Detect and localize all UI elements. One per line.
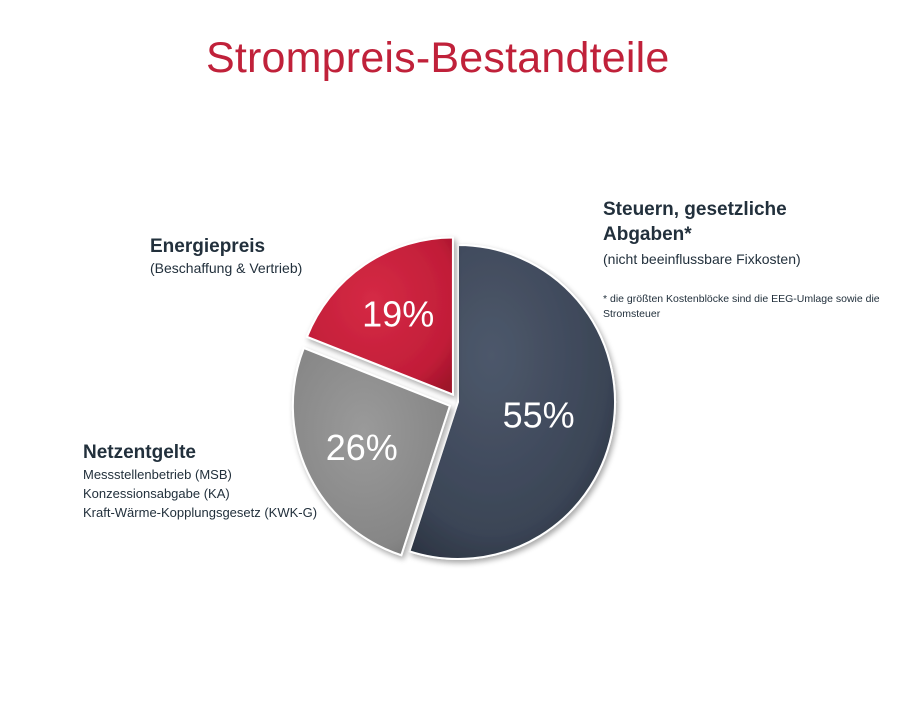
label-steuern — [603, 197, 801, 269]
netzentgelte-item: Messstellenbetrieb (MSB) — [83, 467, 232, 482]
label-netzentgelte — [83, 440, 317, 522]
steuern-heading-line1: Steuern, gesetzliche — [603, 199, 787, 220]
slice-percent-label: 55% — [502, 394, 575, 436]
label-energiepreis — [150, 234, 302, 278]
steuern-heading-line2: Abgaben* — [603, 224, 692, 245]
netzentgelte-heading: Netzentgelte — [83, 442, 196, 463]
slice-percent-label: 19% — [362, 293, 435, 335]
chart-title: Strompreis-Bestandteile — [206, 34, 670, 82]
steuern-footnote: * die größten Kostenblöcke sind die EEG-Umlage sowie die Stromsteuer — [603, 293, 880, 320]
netzentgelte-item: Konzessionsabgabe (KA) — [83, 486, 230, 501]
energiepreis-heading: Energiepreis — [150, 236, 266, 257]
netzentgelte-item: Kraft-Wärme-Kopplungsgesetz (KWK-G) — [83, 505, 318, 520]
steuern-subtitle: (nicht beeinflussbare Fixkosten) — [603, 251, 801, 267]
energiepreis-subtitle: (Beschaffung & Vertrieb) — [150, 260, 303, 276]
slice-percent-label: 26% — [325, 426, 398, 468]
